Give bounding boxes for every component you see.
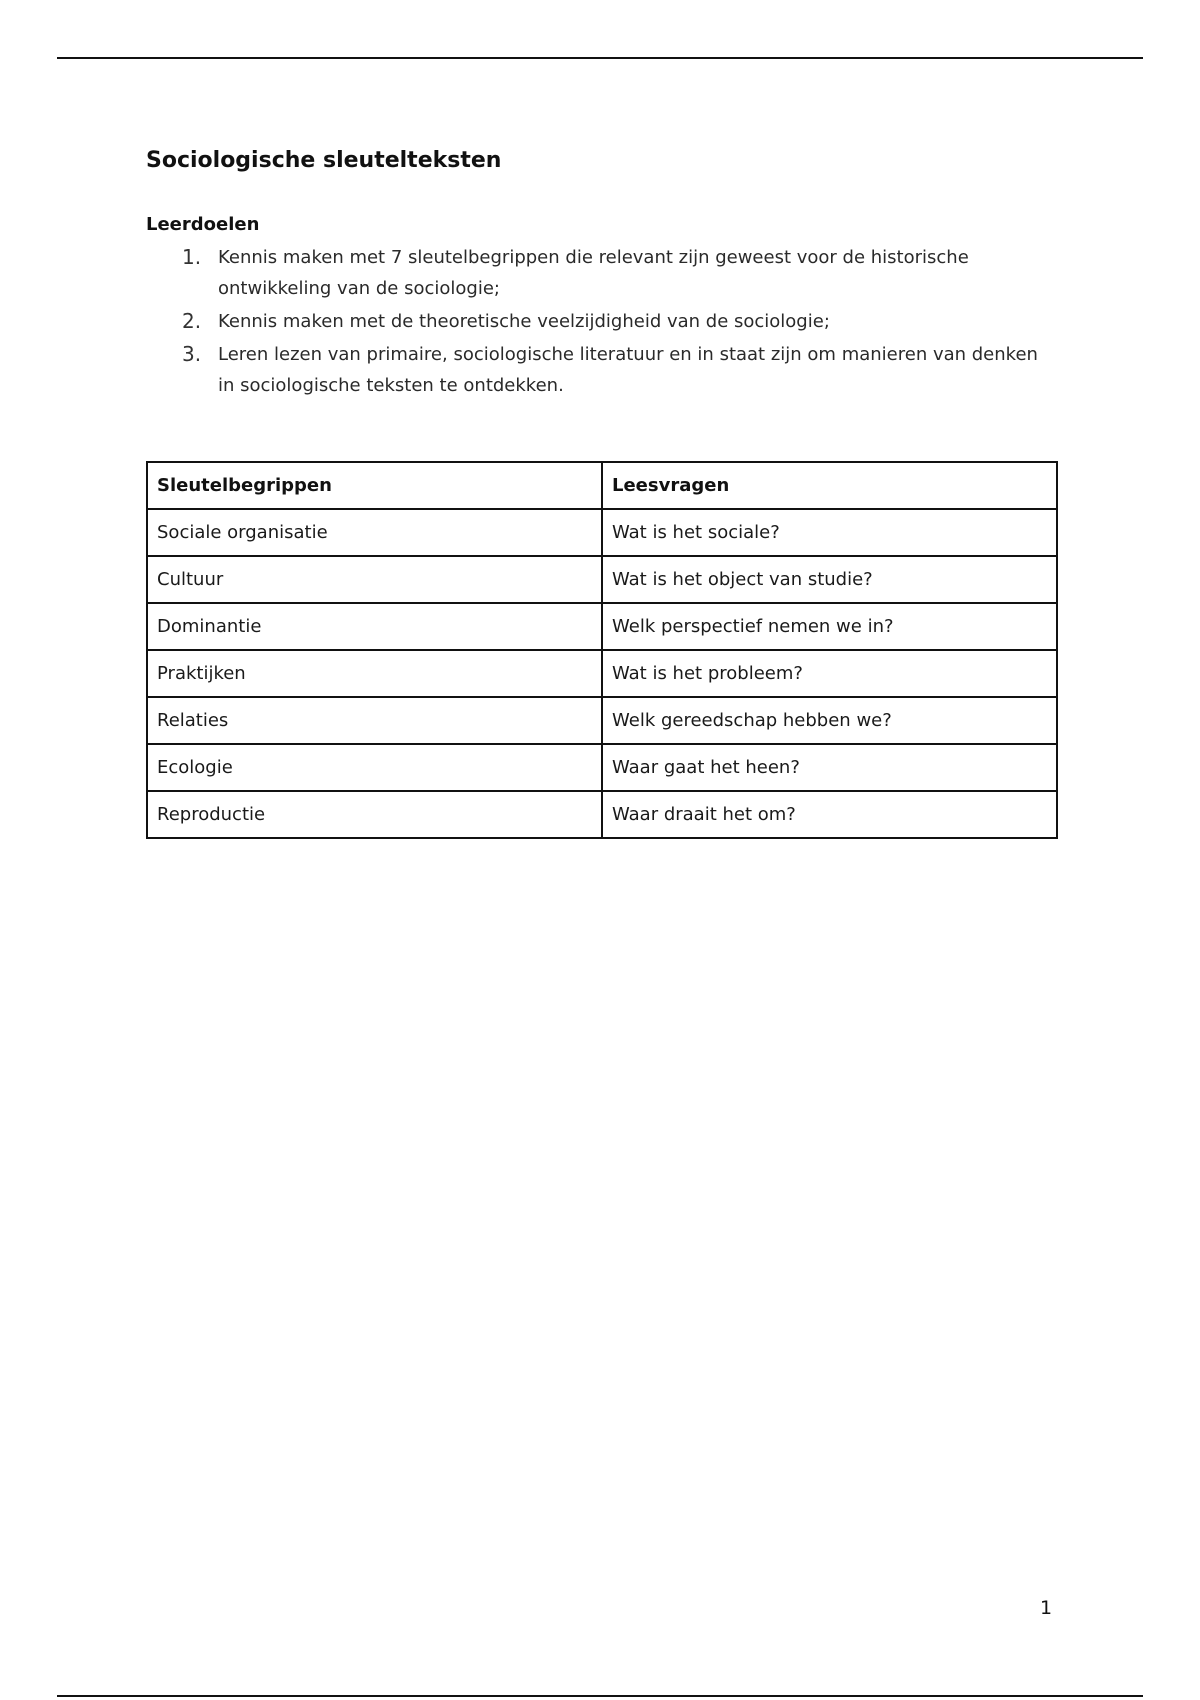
header-leesvragen: Leesvragen: [602, 462, 1057, 509]
header-sleutelbegrippen: Sleutelbegrippen: [147, 462, 602, 509]
header-rule: [57, 57, 1143, 59]
concepts-table-wrapper: [146, 461, 1058, 839]
cell-question: Wat is het sociale?: [602, 509, 1057, 556]
footer-rule: [57, 1695, 1143, 1697]
cell-concept: Ecologie: [147, 744, 602, 791]
cell-concept: Cultuur: [147, 556, 602, 603]
list-item: [146, 242, 1058, 304]
table-row: [147, 744, 1057, 791]
list-item: [146, 339, 1058, 401]
page-title: Sociologische sleutelteksten: [146, 148, 502, 173]
document-body: [146, 146, 1058, 403]
cell-question: Welk gereedschap hebben we?: [602, 697, 1057, 744]
table-row: [147, 650, 1057, 697]
cell-concept: Sociale organisatie: [147, 509, 602, 556]
list-item-text: Kennis maken met 7 sleutelbegrippen die relevant zijn geweest voor de historische ontwikkeling van de sociologie;: [218, 247, 969, 299]
table-row: [147, 697, 1057, 744]
cell-concept: Praktijken: [147, 650, 602, 697]
list-item-number: 3.: [182, 342, 202, 366]
list-item-number: 2.: [182, 309, 202, 333]
cell-concept: Relaties: [147, 697, 602, 744]
list-item-number: 1.: [182, 245, 202, 269]
cell-question: Waar gaat het heen?: [602, 744, 1057, 791]
table-row: [147, 556, 1057, 603]
list-item: [146, 306, 1058, 337]
list-item-text: Kennis maken met de theoretische veelzijdigheid van de sociologie;: [218, 311, 830, 332]
table-row: [147, 509, 1057, 556]
table-header-row: [147, 462, 1057, 509]
list-item-text: Leren lezen van primaire, sociologische literatuur en in staat zijn om manieren van denken in sociologische teksten te ontdekken.: [218, 344, 1038, 396]
concepts-table: [146, 461, 1058, 839]
cell-concept: Dominantie: [147, 603, 602, 650]
goals-list: [146, 242, 1058, 401]
cell-question: Wat is het probleem?: [602, 650, 1057, 697]
table-row: [147, 603, 1057, 650]
cell-concept: Reproductie: [147, 791, 602, 838]
cell-question: Welk perspectief nemen we in?: [602, 603, 1057, 650]
page-number: 1: [1040, 1597, 1053, 1619]
table-row: [147, 791, 1057, 838]
cell-question: Waar draait het om?: [602, 791, 1057, 838]
cell-question: Wat is het object van studie?: [602, 556, 1057, 603]
goals-heading: Leerdoelen: [146, 214, 260, 235]
